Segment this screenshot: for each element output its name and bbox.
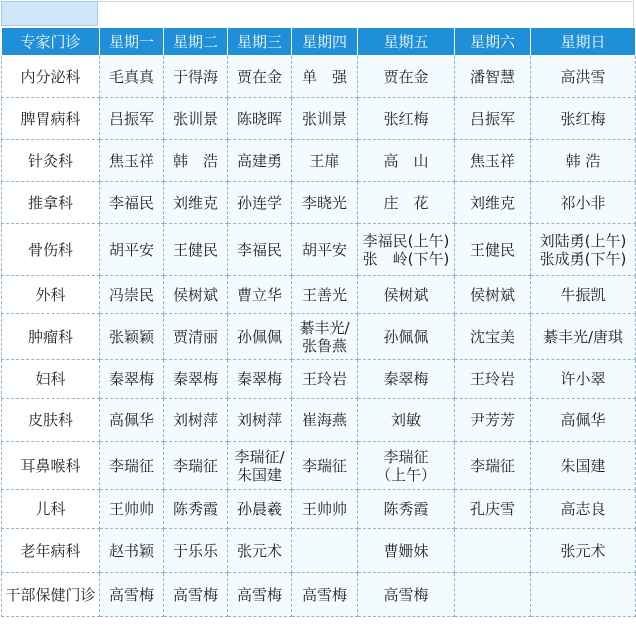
doctor-name: 高佩华 xyxy=(108,411,154,429)
doctor-cell[interactable] xyxy=(292,276,358,314)
header-day[interactable]: 星期二 xyxy=(164,28,228,56)
table-row xyxy=(2,276,636,314)
doctor-cell[interactable] xyxy=(164,314,228,360)
doctor-cell[interactable] xyxy=(228,140,292,182)
table-row xyxy=(2,442,636,490)
doctor-cell[interactable] xyxy=(100,399,164,442)
doctor-name: 曹姗妹 xyxy=(383,541,429,560)
doctor-name: 綦丰光/唐琪 xyxy=(542,327,624,346)
doctor-name: 张成勇(下午) xyxy=(539,249,627,268)
doctor-name: 朱国建 xyxy=(560,456,606,475)
dept-cell[interactable]: 干部保健门诊 xyxy=(2,573,100,617)
doctor-name: 赵书颖 xyxy=(108,541,154,560)
doctor-cell[interactable] xyxy=(100,276,164,314)
doctor-cell[interactable] xyxy=(164,573,228,617)
doctor-cell[interactable] xyxy=(228,98,292,140)
doctor-name: 于乐乐 xyxy=(172,541,218,560)
doctor-name: 高 山 xyxy=(383,151,429,170)
doctor-cell[interactable] xyxy=(531,140,636,182)
doctor-cell[interactable] xyxy=(228,56,292,98)
doctor-cell[interactable] xyxy=(228,224,292,276)
doctor-name: 吕振军 xyxy=(108,109,154,128)
doctor-name: 王玲岩 xyxy=(301,370,347,388)
doctor-cell[interactable] xyxy=(531,224,636,276)
dept-cell[interactable]: 推拿科 xyxy=(2,182,100,224)
header-day[interactable]: 星期三 xyxy=(228,28,292,56)
doctor-cell[interactable] xyxy=(164,442,228,490)
doctor-cell[interactable] xyxy=(100,529,164,573)
doctor-name: 李福民 xyxy=(108,193,154,212)
table-row xyxy=(2,399,636,442)
dept-cell[interactable]: 耳鼻喉科 xyxy=(2,442,100,490)
table-row xyxy=(2,314,636,360)
doctor-name: 秦翠梅 xyxy=(108,370,154,388)
doctor-cell[interactable] xyxy=(228,276,292,314)
doctor-name: 陈晓晖 xyxy=(236,109,282,128)
doctor-name: 刘敏 xyxy=(390,411,421,429)
doctor-cell[interactable] xyxy=(292,56,358,98)
doctor-cell[interactable] xyxy=(358,56,455,98)
doctor-name: 刘树萍 xyxy=(236,411,282,429)
doctor-cell[interactable] xyxy=(164,399,228,442)
doctor-cell[interactable] xyxy=(455,56,531,98)
dept-cell[interactable]: 内分泌科 xyxy=(2,56,100,98)
header-row xyxy=(2,28,636,56)
doctor-name: 孔庆雪 xyxy=(469,500,515,518)
doctor-cell[interactable] xyxy=(100,224,164,276)
table-row xyxy=(2,182,636,224)
doctor-name: 高洪雪 xyxy=(560,67,606,86)
table-row xyxy=(2,140,636,182)
doctor-name: 张鲁燕 xyxy=(301,336,347,355)
doctor-cell[interactable] xyxy=(292,98,358,140)
doctor-name: 庄 花 xyxy=(383,193,429,212)
doctor-cell[interactable] xyxy=(455,490,531,529)
doctor-name: 刘陆勇(上午) xyxy=(539,231,627,250)
doctor-name: 焦玉祥 xyxy=(469,151,515,170)
header-day[interactable]: 星期六 xyxy=(455,28,531,56)
doctor-cell[interactable] xyxy=(228,314,292,360)
table-row xyxy=(2,529,636,573)
doctor-name: 王玲岩 xyxy=(469,370,515,388)
doctor-cell[interactable] xyxy=(358,573,455,617)
doctor-cell[interactable] xyxy=(455,276,531,314)
doctor-cell[interactable] xyxy=(228,399,292,442)
doctor-cell[interactable] xyxy=(531,399,636,442)
doctor-name: 韩 浩 xyxy=(565,151,601,170)
doctor-name: 孙佩佩 xyxy=(383,327,429,346)
doctor-cell[interactable] xyxy=(455,140,531,182)
dept-cell[interactable]: 儿科 xyxy=(2,490,100,529)
doctor-cell[interactable] xyxy=(292,573,358,617)
doctor-name: 朱国建 xyxy=(236,465,282,484)
doctor-name: 王健民 xyxy=(469,240,515,259)
doctor-name: 牛振凯 xyxy=(560,285,606,304)
dept-cell[interactable]: 针灸科 xyxy=(2,140,100,182)
doctor-name: 刘维克 xyxy=(469,193,515,212)
doctor-cell[interactable] xyxy=(531,314,636,360)
doctor-name: 刘维克 xyxy=(172,193,218,212)
doctor-name: 沈宝美 xyxy=(469,327,515,346)
doctor-name: 张元术 xyxy=(560,541,606,560)
doctor-name: 秦翠梅 xyxy=(172,370,218,388)
doctor-name: 胡平安 xyxy=(108,240,154,259)
doctor-name: 李瑞征/ xyxy=(234,447,285,466)
doctor-cell[interactable] xyxy=(531,56,636,98)
doctor-cell[interactable] xyxy=(531,360,636,399)
doctor-name: 潘智慧 xyxy=(469,67,515,86)
doctor-cell[interactable] xyxy=(100,182,164,224)
doctor-name: 刘树萍 xyxy=(172,411,218,429)
doctor-cell[interactable] xyxy=(455,224,531,276)
doctor-cell[interactable] xyxy=(358,529,455,573)
doctor-cell[interactable] xyxy=(531,573,636,617)
doctor-cell[interactable] xyxy=(531,98,636,140)
doctor-name: 侯树斌 xyxy=(469,285,515,304)
dept-cell[interactable]: 外科 xyxy=(2,276,100,314)
doctor-name: 焦玉祥 xyxy=(108,151,154,170)
doctor-cell[interactable] xyxy=(531,442,636,490)
doctor-name: 侯树斌 xyxy=(172,285,218,304)
doctor-name: 韩 浩 xyxy=(172,151,218,170)
doctor-name: 高雪梅 xyxy=(383,585,429,604)
doctor-cell[interactable] xyxy=(100,490,164,529)
doctor-name: 王善光 xyxy=(301,285,347,304)
doctor-name: 张红梅 xyxy=(560,109,606,128)
doctor-cell[interactable] xyxy=(228,573,292,617)
doctor-name: 綦丰光/ xyxy=(299,318,350,337)
header-day[interactable]: 星期五 xyxy=(358,28,455,56)
doctor-cell[interactable] xyxy=(531,276,636,314)
doctor-name: 孙晨羲 xyxy=(236,500,282,518)
doctor-cell[interactable] xyxy=(358,399,455,442)
doctor-cell[interactable] xyxy=(292,399,358,442)
doctor-cell[interactable] xyxy=(531,182,636,224)
doctor-name: 崔海燕 xyxy=(301,411,347,429)
table-row xyxy=(2,224,636,276)
doctor-name: 李瑞征 xyxy=(301,456,347,475)
doctor-cell[interactable] xyxy=(100,442,164,490)
doctor-cell[interactable] xyxy=(164,529,228,573)
doctor-name: 侯树斌 xyxy=(383,285,429,304)
doctor-name: 张颖颖 xyxy=(108,327,154,346)
doctor-cell[interactable] xyxy=(164,56,228,98)
doctor-cell[interactable] xyxy=(228,360,292,399)
doctor-name: 李瑞征 xyxy=(383,447,429,466)
doctor-cell[interactable] xyxy=(531,529,636,573)
doctor-cell[interactable] xyxy=(292,442,358,490)
doctor-name: 高佩华 xyxy=(560,411,606,429)
doctor-name: 吕振军 xyxy=(469,109,515,128)
doctor-name: 冯崇民 xyxy=(108,285,154,304)
doctor-name: 王帅帅 xyxy=(301,500,347,518)
doctor-cell[interactable] xyxy=(455,98,531,140)
doctor-name: 张训景 xyxy=(172,109,218,128)
doctor-cell[interactable] xyxy=(292,529,358,573)
doctor-cell[interactable] xyxy=(358,276,455,314)
doctor-name: 高志良 xyxy=(560,500,606,518)
doctor-cell[interactable] xyxy=(455,314,531,360)
doctor-name: 秦翠梅 xyxy=(383,370,429,388)
doctor-cell[interactable] xyxy=(228,490,292,529)
table-row xyxy=(2,573,636,617)
table-row xyxy=(2,490,636,529)
header-dept[interactable]: 专家门诊 xyxy=(2,28,100,56)
doctor-name: 毛真真 xyxy=(108,67,154,86)
doctor-name: 秦翠梅 xyxy=(236,370,282,388)
doctor-cell[interactable] xyxy=(100,56,164,98)
dept-cell[interactable]: 脾胃病科 xyxy=(2,98,100,140)
doctor-cell[interactable] xyxy=(358,224,455,276)
doctor-name: 胡平安 xyxy=(301,240,347,259)
doctor-cell[interactable] xyxy=(358,98,455,140)
table-row xyxy=(2,360,636,399)
dept-cell[interactable]: 骨伤科 xyxy=(2,224,100,276)
table-row xyxy=(2,56,636,98)
dept-cell[interactable]: 皮肤科 xyxy=(2,399,100,442)
doctor-cell[interactable] xyxy=(455,182,531,224)
doctor-name: 高雪梅 xyxy=(108,585,154,604)
doctor-name: 孙连学 xyxy=(236,193,282,212)
doctor-cell[interactable] xyxy=(358,490,455,529)
doctor-name: 李瑞征 xyxy=(172,456,218,475)
doctor-name: 许小翠 xyxy=(560,370,606,388)
clinic-schedule-table xyxy=(1,27,636,617)
selected-cell[interactable] xyxy=(1,1,98,26)
doctor-cell[interactable] xyxy=(164,276,228,314)
doctor-cell[interactable] xyxy=(164,140,228,182)
doctor-cell[interactable] xyxy=(100,360,164,399)
doctor-name: 王健民 xyxy=(172,240,218,259)
doctor-cell[interactable] xyxy=(228,529,292,573)
doctor-cell[interactable] xyxy=(455,360,531,399)
doctor-cell[interactable] xyxy=(358,182,455,224)
doctor-name: 祁小非 xyxy=(560,193,606,212)
doctor-name: 高雪梅 xyxy=(236,585,282,604)
doctor-name: 贾在金 xyxy=(383,67,429,86)
doctor-name: 高雪梅 xyxy=(172,585,218,604)
doctor-name: 王帅帅 xyxy=(108,500,154,518)
doctor-cell[interactable] xyxy=(164,224,228,276)
doctor-name: 尹芳芳 xyxy=(469,411,515,429)
dept-cell[interactable]: 妇科 xyxy=(2,360,100,399)
doctor-name: 李晓光 xyxy=(301,193,347,212)
doctor-cell[interactable] xyxy=(228,182,292,224)
doctor-cell[interactable] xyxy=(100,140,164,182)
doctor-name: 李瑞征 xyxy=(469,456,515,475)
doctor-cell[interactable] xyxy=(358,314,455,360)
doctor-name: 张训景 xyxy=(301,109,347,128)
dept-cell[interactable]: 肿瘤科 xyxy=(2,314,100,360)
doctor-name: 贾在金 xyxy=(236,67,282,86)
doctor-cell[interactable] xyxy=(358,360,455,399)
doctor-name: 于得海 xyxy=(172,67,218,86)
doctor-name: 陈秀霞 xyxy=(172,500,218,518)
doctor-cell[interactable] xyxy=(100,314,164,360)
doctor-name: 贾清丽 xyxy=(172,327,218,346)
doctor-cell[interactable] xyxy=(292,490,358,529)
doctor-cell[interactable] xyxy=(531,490,636,529)
dept-cell[interactable]: 老年病科 xyxy=(2,529,100,573)
doctor-cell[interactable] xyxy=(292,224,358,276)
doctor-name: （上午） xyxy=(375,465,436,484)
doctor-cell[interactable] xyxy=(358,442,455,490)
header-day[interactable]: 星期一 xyxy=(100,28,164,56)
header-day[interactable]: 星期四 xyxy=(292,28,358,56)
doctor-cell[interactable] xyxy=(292,314,358,360)
doctor-name: 高建勇 xyxy=(236,151,282,170)
doctor-name: 孙佩佩 xyxy=(236,327,282,346)
doctor-cell[interactable] xyxy=(292,360,358,399)
doctor-name: 曹立华 xyxy=(236,285,282,304)
doctor-cell[interactable] xyxy=(228,442,292,490)
doctor-name: 高雪梅 xyxy=(301,585,347,604)
doctor-name: 张元术 xyxy=(236,541,282,560)
doctor-cell[interactable] xyxy=(455,573,531,617)
doctor-cell[interactable] xyxy=(292,182,358,224)
doctor-cell[interactable] xyxy=(100,98,164,140)
doctor-name: 张红梅 xyxy=(383,109,429,128)
doctor-name: 单 强 xyxy=(301,67,347,86)
doctor-name: 张 岭(下午) xyxy=(362,249,450,268)
doctor-cell[interactable] xyxy=(455,399,531,442)
doctor-name: 陈秀霞 xyxy=(383,500,429,518)
doctor-cell[interactable] xyxy=(292,140,358,182)
doctor-name: 王扉 xyxy=(309,151,340,170)
doctor-cell[interactable] xyxy=(164,360,228,399)
doctor-cell[interactable] xyxy=(455,529,531,573)
table-row xyxy=(2,98,636,140)
header-day[interactable]: 星期日 xyxy=(531,28,636,56)
doctor-cell[interactable] xyxy=(358,140,455,182)
doctor-cell[interactable] xyxy=(164,98,228,140)
doctor-name: 李福民 xyxy=(236,240,282,259)
doctor-cell[interactable] xyxy=(455,442,531,490)
empty-top-row xyxy=(98,1,634,26)
doctor-cell[interactable] xyxy=(100,573,164,617)
doctor-name: 李瑞征 xyxy=(108,456,154,475)
doctor-cell[interactable] xyxy=(164,490,228,529)
doctor-cell[interactable] xyxy=(164,182,228,224)
doctor-name: 李福民(上午) xyxy=(362,231,450,250)
